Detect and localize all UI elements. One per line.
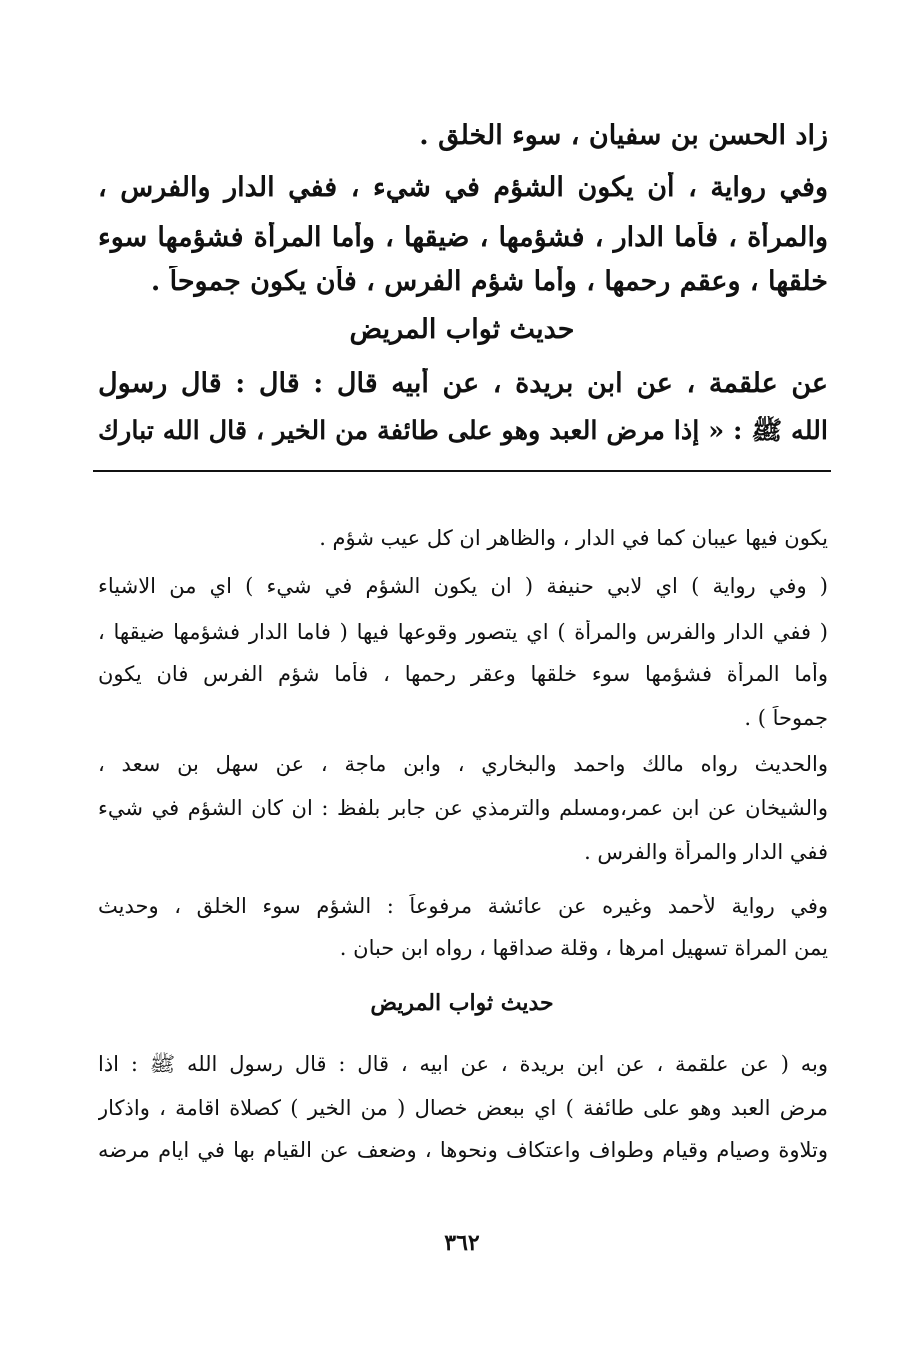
commentary-line: ( ففي الدار والفرس والمرأة ) اي يتصور وقوعها فيها ( فاما الدار فشؤمها ضيقها ، bbox=[98, 620, 828, 644]
commentary-line: يكون فيها عيبان كما في الدار ، والظاهر ان كل عيب شؤم . bbox=[319, 526, 828, 550]
main-line-5: عن علقمة ، عن ابن بريدة ، عن أبيه قال : قال : قال رسول bbox=[98, 368, 828, 399]
commentary-line: ففي الدار والمرأة والفرس . bbox=[584, 840, 828, 864]
commentary-line: وبه ( عن علقمة ، عن ابن بريدة ، عن ابيه ، قال : قال رسول الله ﷺ : اذا bbox=[98, 1052, 828, 1076]
commentary-line: مرض العبد وهو على طائفة ) اي ببعض خصال ( من الخير ) كصلاة اقامة ، واذكار bbox=[98, 1096, 828, 1120]
section-heading: حديث ثواب المريض bbox=[349, 314, 575, 345]
commentary-line: والشيخان عن ابن عمر،ومسلم والترمذي عن جابر بلفظ : ان كان الشؤم في شيء bbox=[98, 796, 828, 820]
main-line-3: والمرأة ، فأما الدار ، فشؤمها ، ضيقها ، وأما المرأة فشؤمها سوء bbox=[98, 222, 828, 253]
commentary-line: وفي رواية لأحمد وغيره عن عائشة مرفوعاً : الشؤم سوء الخلق ، وحديث bbox=[98, 894, 828, 918]
commentary-line: ( وفي رواية ) اي لابي حنيفة ( ان يكون الشؤم في شيء ) اي من الاشياء bbox=[98, 574, 828, 598]
commentary-line: وتلاوة وصيام وقيام وطواف واعتكاف ونحوها ، وضعف عن القيام بها في ايام مرضه bbox=[98, 1138, 828, 1162]
main-line-2: وفي رواية ، أن يكون الشؤم في شيء ، ففي الدار والفرس ، bbox=[98, 172, 828, 203]
commentary-line: يمن المراة تسهيل امرها ، وقلة صداقها ، رواه ابن حبان . bbox=[339, 936, 828, 960]
commentary-heading: حديث ثواب المريض bbox=[370, 990, 554, 1016]
main-line-4: خلقها ، وعقم رحمها ، وأما شؤم الفرس ، فأن يكون جموحاً . bbox=[150, 266, 828, 297]
page-number: ٣٦٢ bbox=[444, 1230, 480, 1256]
footnote-divider bbox=[93, 470, 831, 472]
main-line-6: الله ﷺ : « إذا مرض العبد وهو على طائفة من الخير ، قال الله تبارك bbox=[98, 416, 828, 446]
commentary-line: جموحاً ) . bbox=[744, 706, 828, 730]
commentary-line: والحديث رواه مالك واحمد والبخاري ، وابن ماجة ، عن سهل بن سعد ، bbox=[98, 752, 828, 776]
main-line-1: زاد الحسن بن سفيان ، سوء الخلق . bbox=[419, 120, 828, 151]
commentary-line: وأما المرأة فشؤمها سوء خلقها وعقر رحمها ، فأما شؤم الفرس فان يكون bbox=[98, 662, 828, 686]
